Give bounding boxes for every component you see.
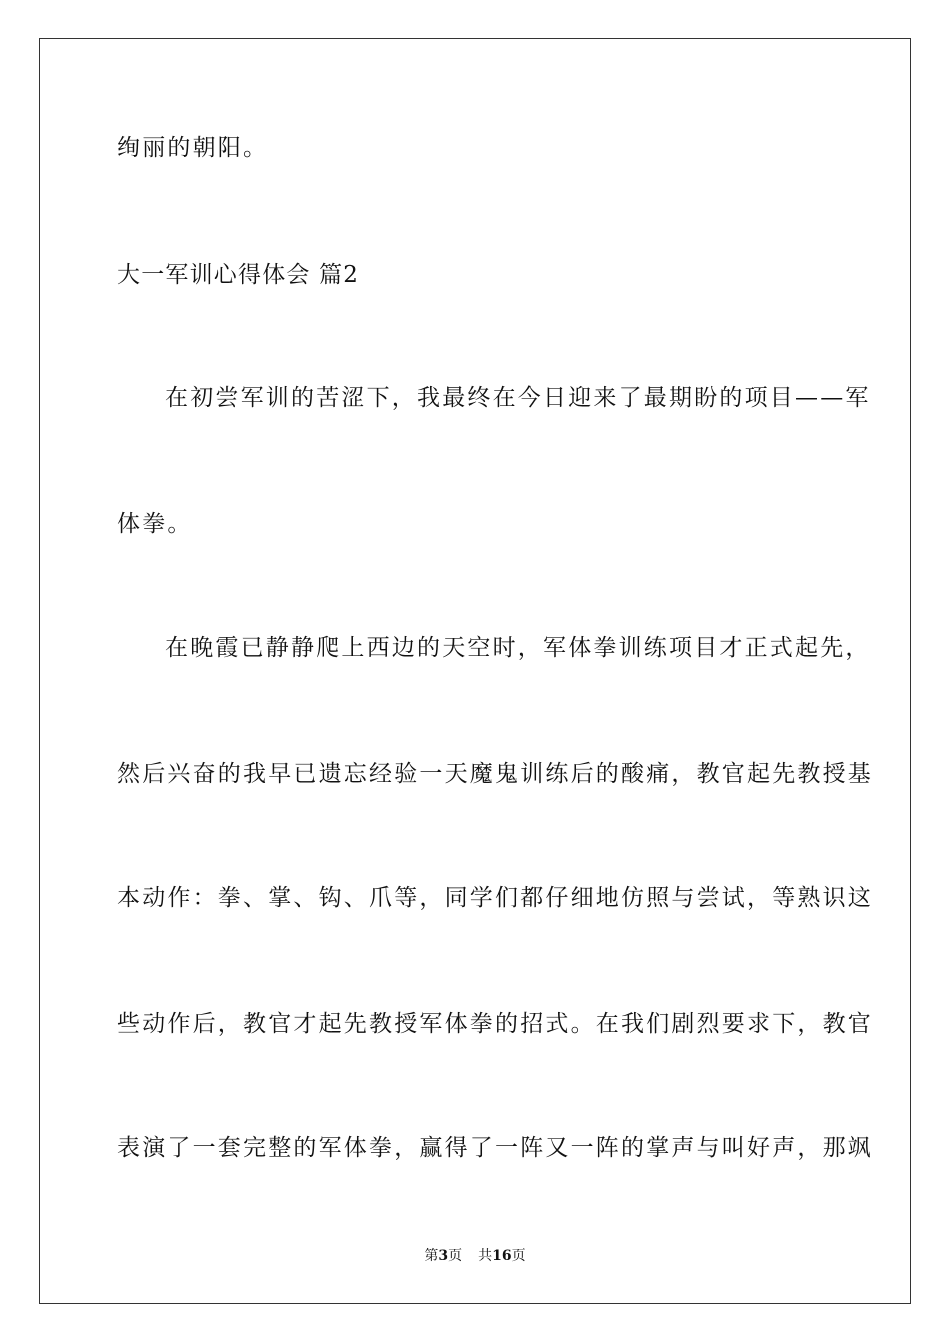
- paragraph-line: 在晚霞已静静爬上西边的天空时，军体拳训练项目才正式起先，: [165, 635, 871, 661]
- paragraph-line: 绚丽的朝阳。: [117, 135, 269, 161]
- page-footer: [0, 1247, 950, 1265]
- paragraph-line: 些动作后，教官才起先教授军体拳的招式。在我们剧烈要求下，教官: [117, 1011, 873, 1037]
- paragraph-line: 本动作：拳、掌、钩、爪等，同学们都仔细地仿照与尝试，等熟识这: [117, 885, 873, 911]
- paragraph-line: 体拳。: [117, 511, 193, 537]
- paragraph-line: 然后兴奋的我早已遗忘经验一天魔鬼训练后的酸痛，教官起先教授基: [117, 761, 873, 787]
- total-pages: 16: [492, 1248, 512, 1264]
- page-border: [39, 38, 911, 1304]
- page-prefix: 第: [424, 1248, 439, 1264]
- paragraph-line: 表演了一套完整的军体拳，赢得了一阵又一阵的掌声与叫好声，那飒: [117, 1135, 873, 1161]
- page-suffix: 页: [448, 1248, 463, 1264]
- page-number: 3: [438, 1248, 449, 1264]
- total-prefix: 共: [478, 1248, 493, 1264]
- paragraph-line: 在初尝军训的苦涩下，我最终在今日迎来了最期盼的项目——军: [165, 385, 871, 411]
- total-suffix: 页: [511, 1248, 526, 1264]
- section-heading: 大一军训心得体会 篇2: [117, 262, 360, 288]
